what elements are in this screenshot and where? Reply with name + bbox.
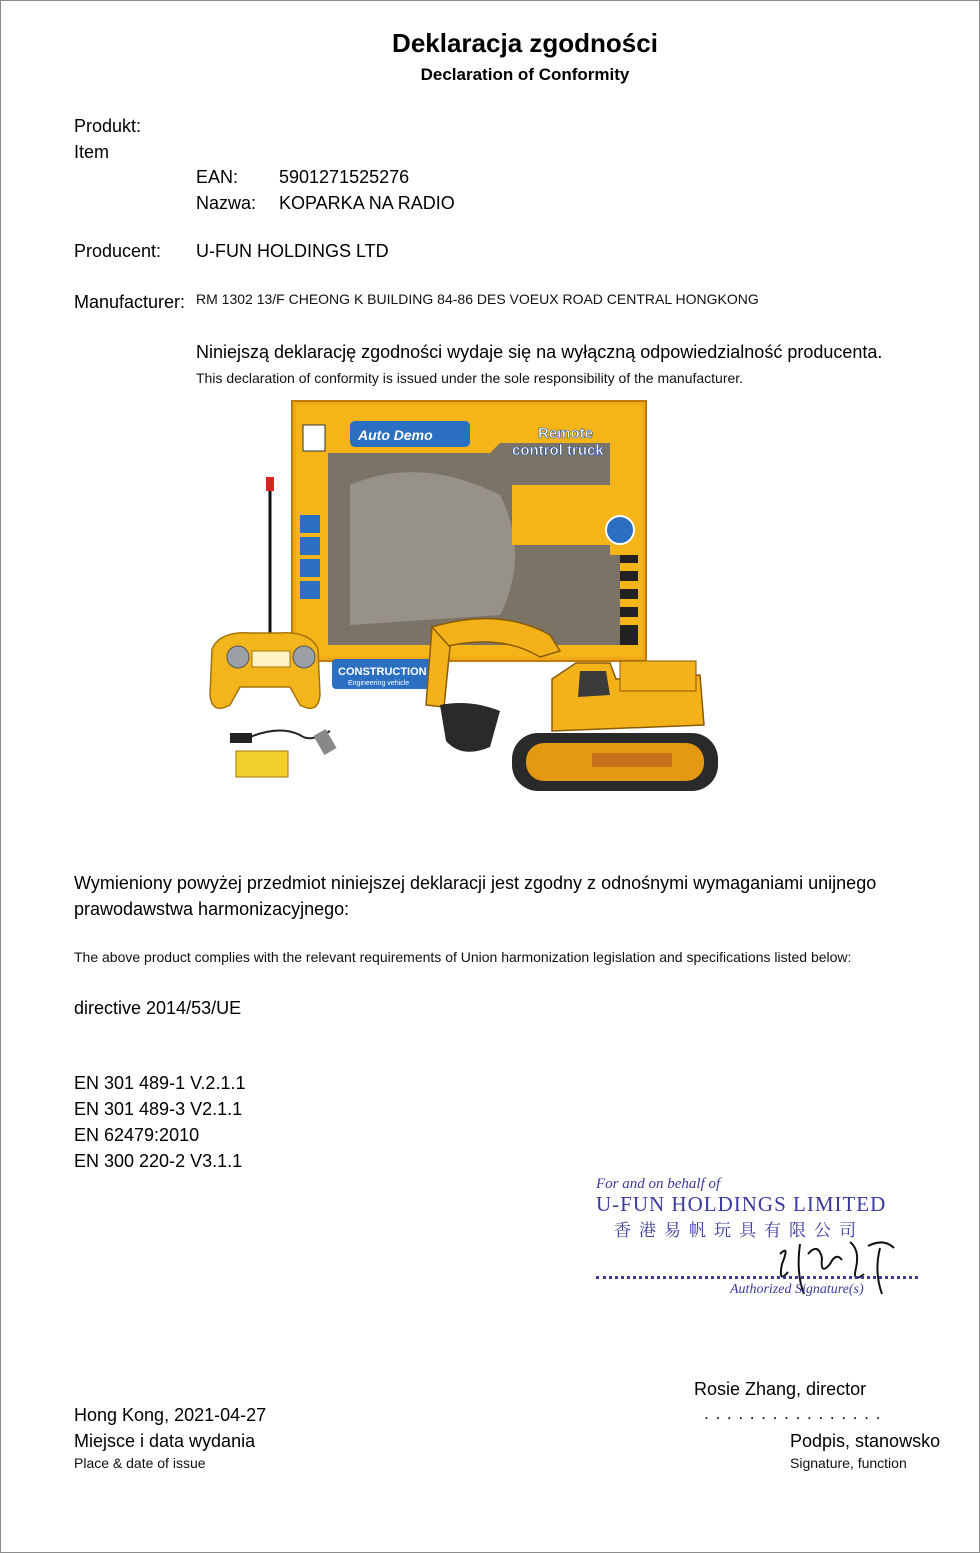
excavator-engine: [620, 661, 696, 691]
stamp-signature-line: [596, 1276, 918, 1279]
name-label: Nazwa:: [196, 193, 257, 213]
box-side-panel: [512, 485, 612, 545]
auto-demo-text: Auto Demo: [358, 427, 433, 443]
battery-pack: [236, 751, 288, 777]
signature-label-en: Signature, function: [790, 1455, 907, 1471]
feature-icon: [300, 515, 320, 533]
stamp-company: U-FUN HOLDINGS LIMITED: [596, 1192, 887, 1216]
usb-plug: [313, 729, 336, 755]
right-joystick: [293, 646, 315, 668]
compliance-pl-line1: Wymieniony powyżej przedmiot niniejszej deklaracji jest zgodny z odnośnymi wymaganiami unijnego: [74, 873, 877, 893]
excavator-bucket: [440, 703, 500, 752]
ean-value: 5901271525276: [279, 167, 410, 187]
page-subtitle: Declaration of Conformity: [420, 65, 630, 84]
connector: [230, 733, 252, 743]
stamp-company-chinese: 香港易帆玩具有限公司: [614, 1221, 864, 1241]
responsibility-pl: Niniejszą deklarację zgodności wydaje się na wyłączną odpowiedzialność producenta.: [196, 342, 883, 362]
remote-text: Remote: [538, 425, 594, 442]
six-channels-badge: [606, 516, 634, 544]
feature-icon: [300, 559, 320, 577]
box-window-content: [350, 472, 515, 625]
standard-item: EN 301 489-1 V.2.1.1: [74, 1073, 246, 1093]
compliance-pl-line2: prawodawstwa harmonizacyjnego:: [74, 899, 350, 919]
manufacturer-label: Manufacturer:: [74, 292, 186, 312]
signatory-name: Rosie Zhang, director: [694, 1379, 867, 1399]
page-title: Deklaracja zgodności: [392, 28, 658, 58]
standard-item: EN 301 489-3 V2.1.1: [74, 1099, 243, 1119]
stamp-authorized: Authorized Signature(s): [730, 1282, 864, 1297]
directive: directive 2014/53/UE: [74, 998, 242, 1018]
producer-label: Producent:: [74, 241, 162, 261]
ean-label: EAN:: [196, 167, 239, 187]
product-label-en: Item: [74, 142, 110, 162]
stamp-behalf: For and on behalf of: [596, 1176, 721, 1192]
product-photo: [200, 395, 740, 815]
track-label: [592, 753, 672, 767]
remote-label: [252, 651, 290, 667]
engineering-text: Engineering vehicle: [348, 680, 410, 687]
place-label-en: Place & date of issue: [74, 1455, 206, 1471]
standard-item: EN 300 220-2 V3.1.1: [74, 1151, 243, 1171]
brand-logo: [303, 425, 325, 451]
excavator-cab-window: [578, 671, 610, 697]
standard-item: EN 62479:2010: [74, 1125, 200, 1145]
control-truck-text: control truck: [512, 442, 604, 459]
company-stamp: [590, 1172, 930, 1307]
product-label-pl: Produkt:: [74, 116, 142, 136]
responsibility-en: This declaration of conformity is issued under the sole responsibility of the manufacturer.: [196, 370, 744, 386]
feature-icon: [300, 581, 320, 599]
compliance-en: The above product complies with the relevant requirements of Union harmonization legislation and specifications listed below:: [74, 949, 852, 965]
place-date: Hong Kong, 2021-04-27: [74, 1405, 267, 1425]
signature-label-pl: Podpis, stanowsko: [790, 1431, 941, 1451]
remote-controller: [210, 633, 320, 709]
construction-text: CONSTRUCTION: [338, 666, 427, 678]
left-joystick: [227, 646, 249, 668]
signature-dots: . . . . . . . . . . . . . . . .: [704, 1404, 882, 1423]
antenna-tip: [266, 477, 274, 491]
name-value: KOPARKA NA RADIO: [279, 193, 455, 213]
producer-name: U-FUN HOLDINGS LTD: [196, 241, 389, 261]
place-label-pl: Miejsce i data wydania: [74, 1431, 256, 1451]
manufacturer-address: RM 1302 13/F CHEONG K BUILDING 84-86 DES VOEUX ROAD CENTRAL HONGKONG: [196, 291, 759, 307]
feature-icon: [300, 537, 320, 555]
